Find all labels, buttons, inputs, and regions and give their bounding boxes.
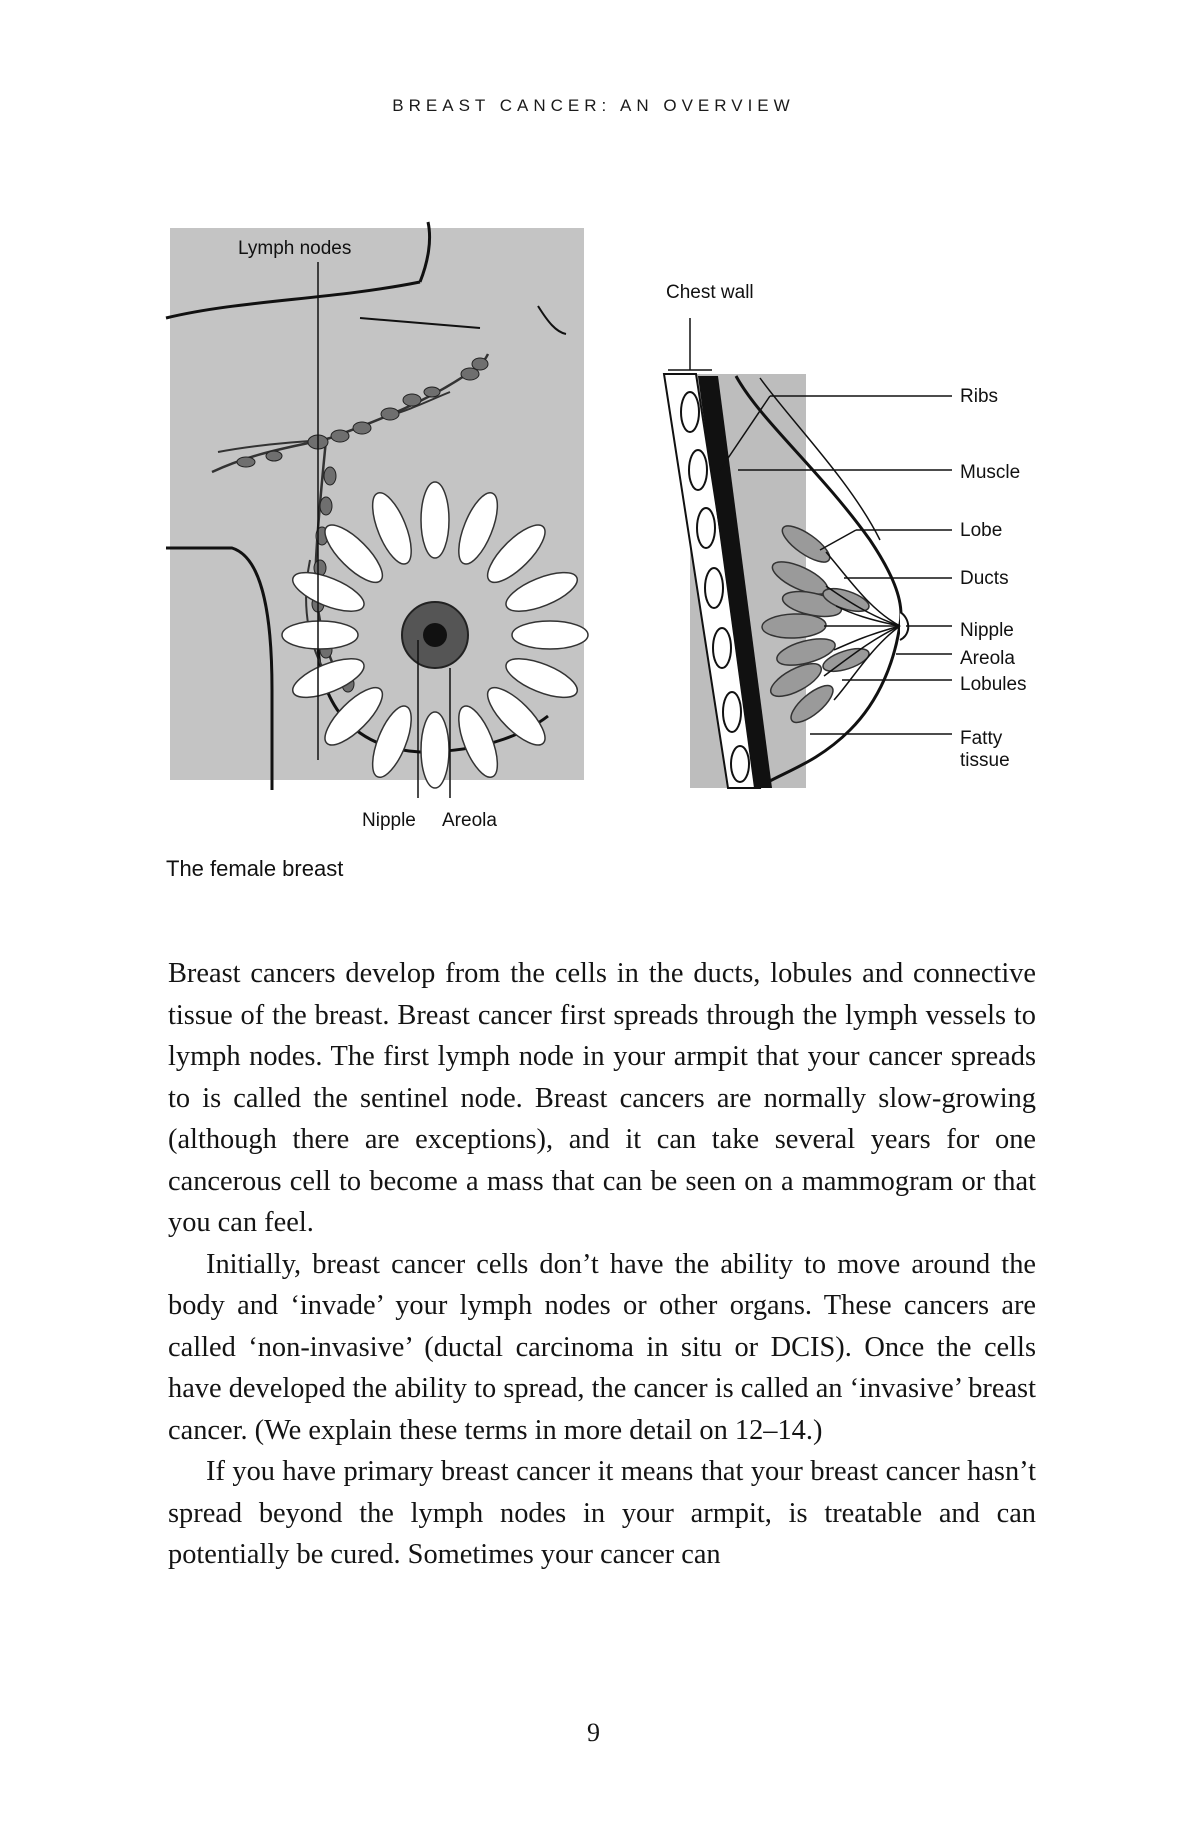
lymph-nodes-label: Lymph nodes [238,238,352,259]
front-nipple-label: Nipple [362,810,416,831]
figure-caption: The female breast [166,856,344,881]
breast-anatomy-figure [0,0,1187,900]
ducts-label: Ducts [960,568,1009,589]
fatty-label: Fatty [960,728,1003,749]
front-view-diagram [166,222,588,831]
side-areola-label: Areola [960,648,1015,669]
body-text [168,953,1036,1576]
paragraph-1: Breast cancers develop from the cells in the ducts, lobules and connective tissue of the breast. Breast cancer first spreads through the lymph vessels to lymph nodes. The first lymph node in your armpit that your cancer spreads to is called the sentinel node. Breast cancers are normally slow-growing (although there are exceptions), and it can take several years for one cancerous cell to become a mass that can be seen on a mammogram or that you can feel. [168,958,1036,1238]
chest-wall-label: Chest wall [666,282,754,303]
lobules-label: Lobules [960,674,1027,695]
page-number: 9 [587,1718,600,1747]
running-head: BREAST CANCER: AN OVERVIEW [392,96,795,115]
front-areola-label: Areola [442,810,497,831]
ribs-label: Ribs [960,386,999,407]
tissue-label: tissue [960,750,1010,771]
anatomy-illustration [0,0,1187,900]
side-view-diagram [664,282,1027,788]
muscle-label: Muscle [960,462,1021,483]
lobe-label: Lobe [960,520,1003,541]
paragraph-2: Initially, breast cancer cells don’t have the ability to move around the body and ‘invade’ your lymph nodes or other organs. These cancers are called ‘non-invasive’ (ductal carcinoma in situ or DCIS). Once the cells have developed the ability to spread, the cancer is called an ‘invasive’ breast cancer. (We explain these terms in more detail on 12–14.) [168,1248,1036,1446]
nipple-shape [423,623,447,647]
side-nipple-label: Nipple [960,620,1014,641]
paragraph-3: If you have primary breast cancer it means that your breast cancer hasn’t spread beyond the lymph nodes in your armpit, is treatable and can potentially be cured. Sometimes your cancer can [168,1456,1036,1570]
